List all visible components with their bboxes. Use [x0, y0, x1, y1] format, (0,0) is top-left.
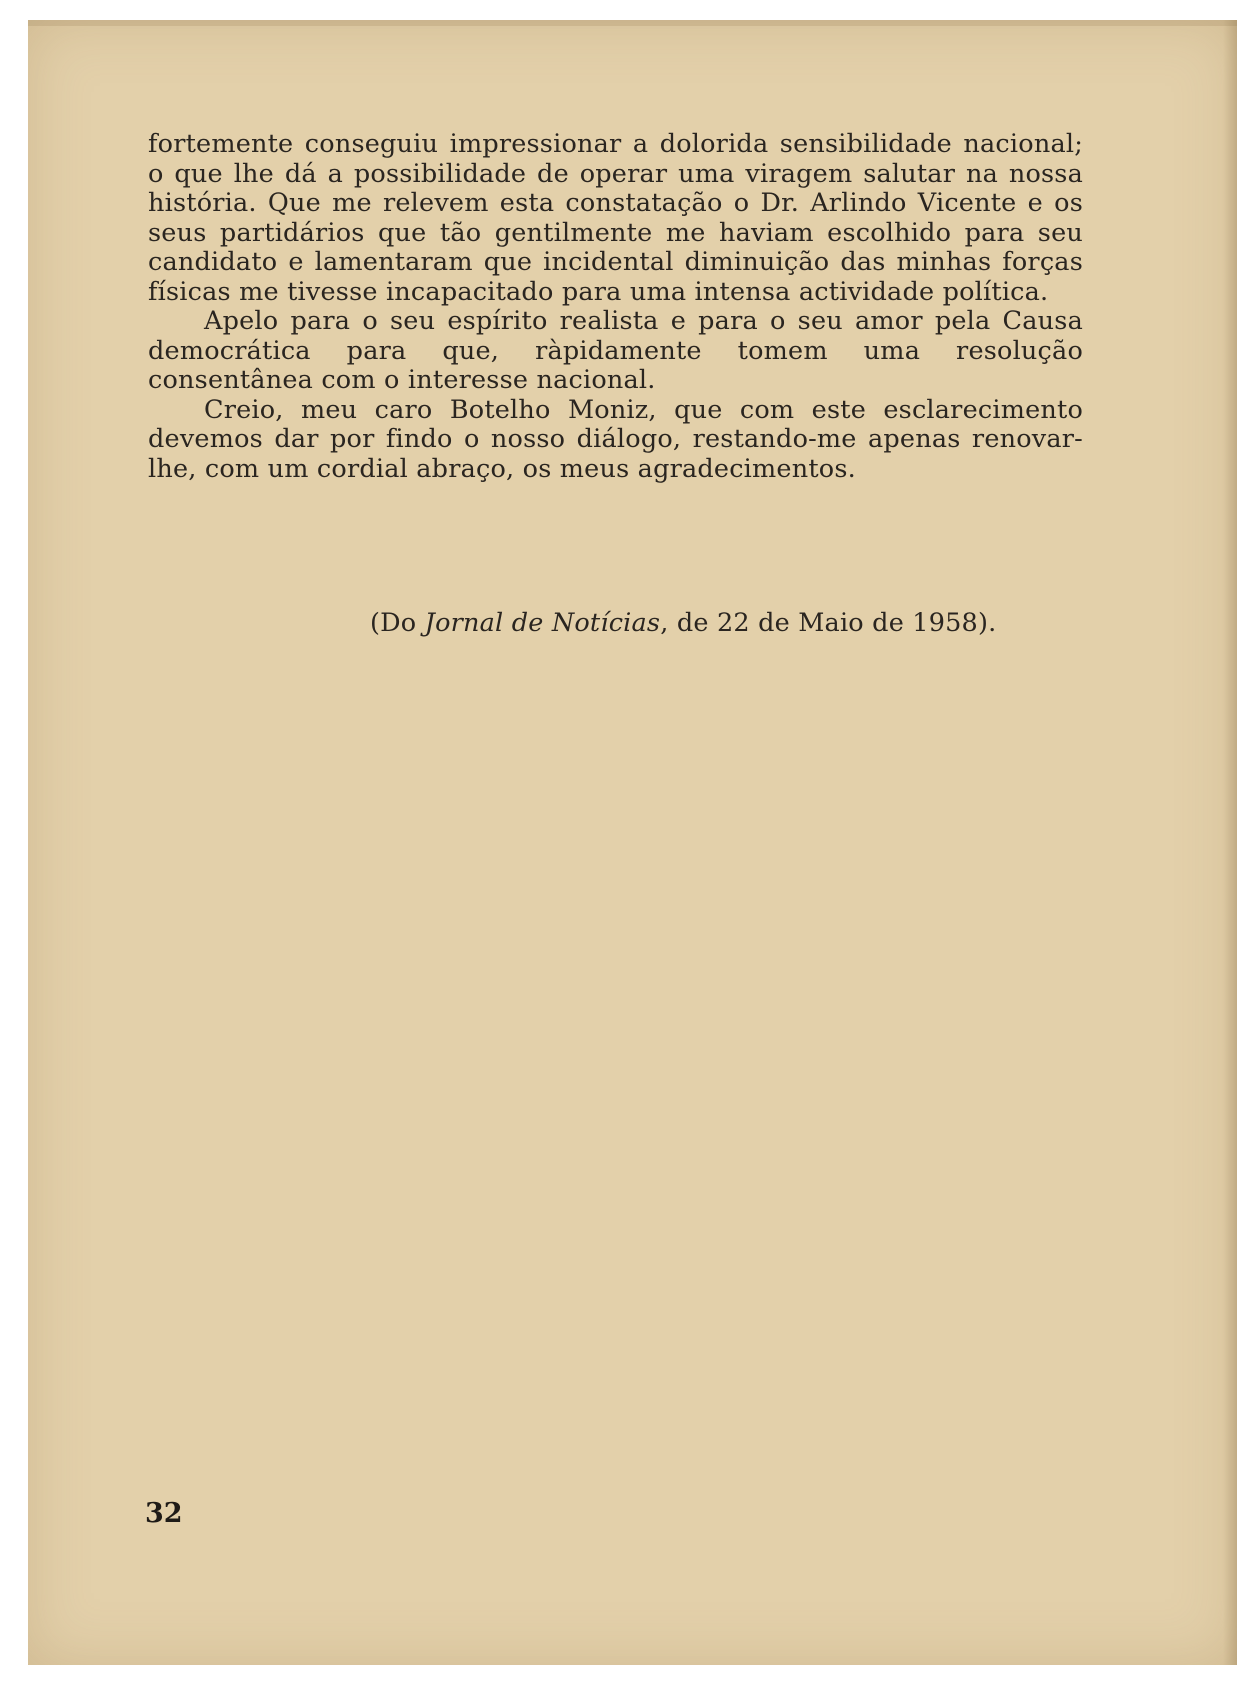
paragraph-closing: Creio, meu caro Botelho Moniz, que com este esclarecimento devemos dar por findo o nosso diálogo, restando-me apenas renovar-lhe, com um cordial abraço, os meus agradecimentos. — [148, 394, 1083, 484]
paragraph-appeal: Apelo para o seu espírito realista e para o seu amor pela Causa democrática para que, ràpidamente tomem uma resolução consentânea com o interesse nacional. — [148, 306, 1083, 395]
paragraph-continuation: fortemente conseguiu impressionar a dolorida sensibilidade nacional; o que lhe dá a possibilidade de operar uma viragem salutar na nossa história. Que me relevem esta constatação o Dr. Arlindo Vicente e os seus partidários que tão gentilmente me haviam escolhido para seu candidato e lamentaram que incidental diminuição das minhas forças físicas me tivesse incapacitado para uma intensa actividade política. — [148, 129, 1083, 307]
citation-source: Jornal de Notícias — [424, 608, 661, 638]
page-top-edge — [28, 20, 1237, 26]
citation-suffix: , de 22 de Maio de 1958). — [660, 608, 997, 638]
page-number: 32 — [145, 1498, 183, 1529]
source-citation — [370, 608, 1070, 638]
page-right-edge — [1223, 20, 1237, 1665]
body-text — [148, 130, 1083, 484]
citation-prefix: (Do — [370, 608, 425, 638]
